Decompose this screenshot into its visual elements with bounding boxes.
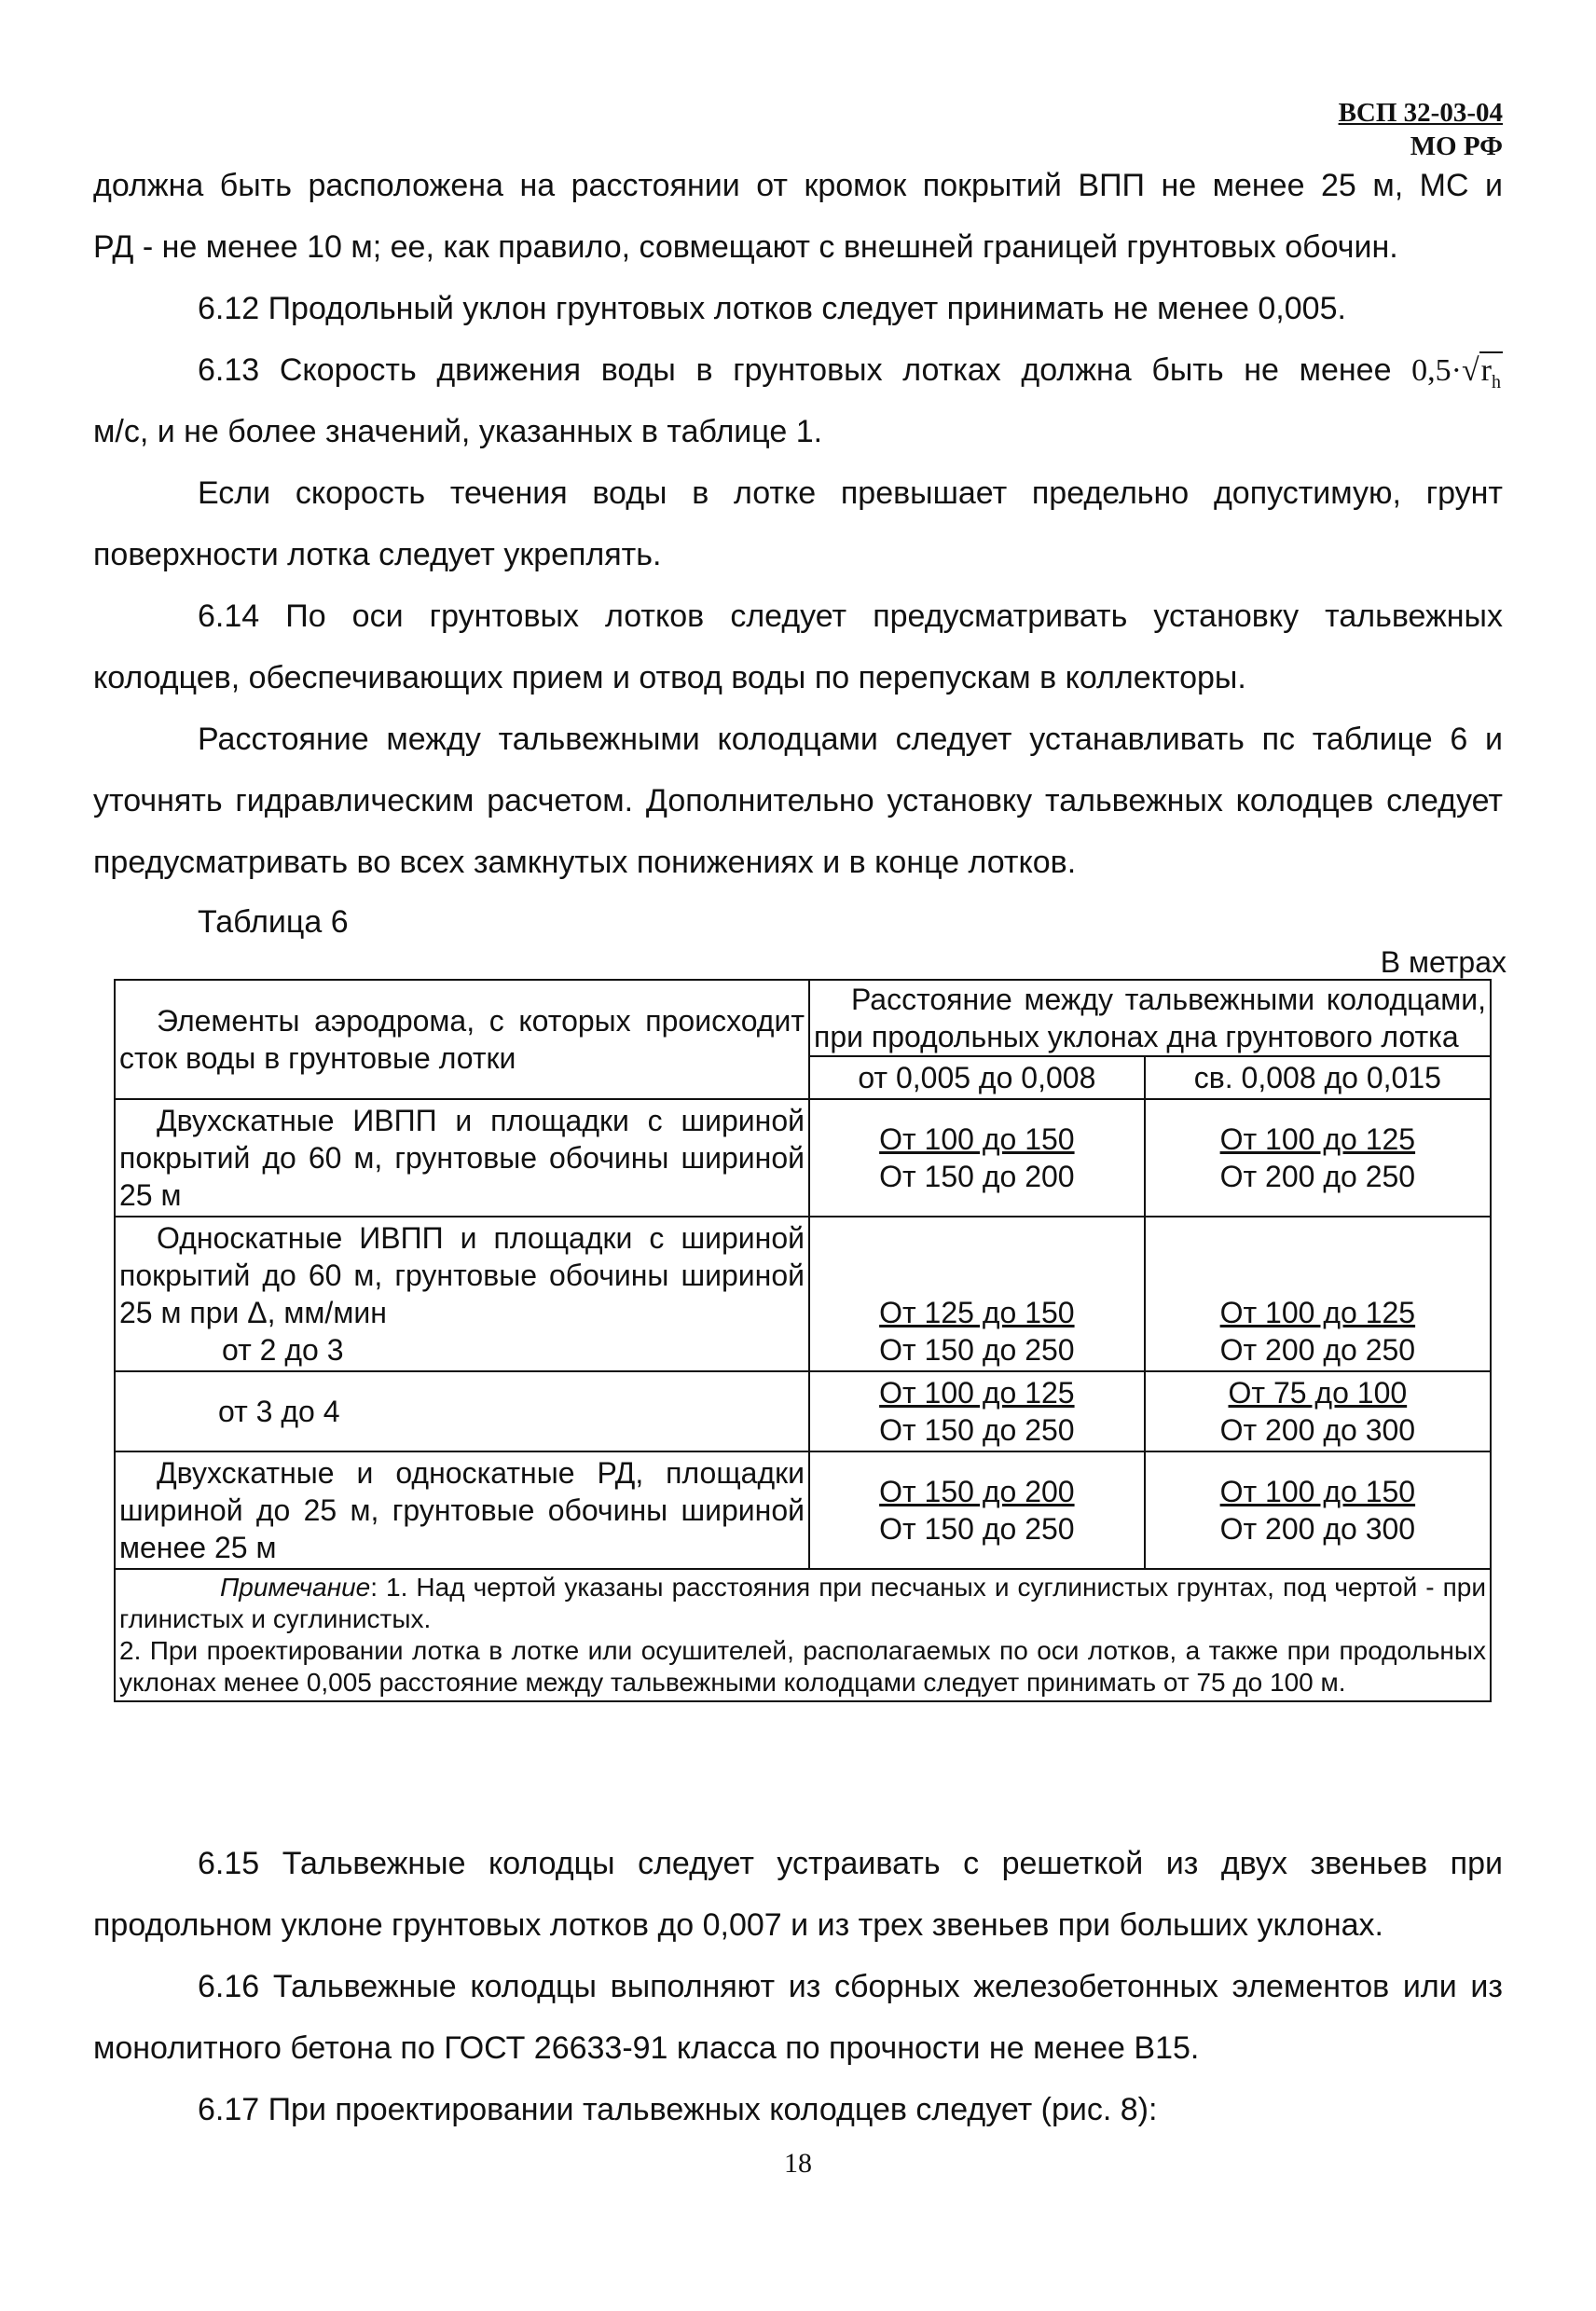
page-number: 18 (784, 2148, 812, 2179)
table-row (115, 1451, 1491, 1569)
table-cell: От 125 до 150 От 150 до 250 (809, 1217, 1145, 1371)
header-distance-cell: Расстояние между тальвежными колодцами, при продольных уклонах дна грунтового лотка (809, 980, 1491, 1056)
table-header-row (115, 980, 1491, 1056)
subheader-slope-2: св. 0,008 до 0,015 (1145, 1056, 1491, 1099)
table-cell: От 100 до 150 От 200 до 300 (1145, 1451, 1491, 1569)
paragraph-continuation-line2: РД - не менее 10 м; ее, как правило, совмещают с внешней границей грунтовых обочин. (93, 229, 1398, 265)
table-note (115, 1569, 1491, 1701)
header-elements-cell: Элементы аэродрома, с которых происходит сток воды в грунтовые лотки (115, 980, 809, 1099)
paragraph-6-13-line2: м/с, и не более значений, указанных в таблице 1. (93, 414, 823, 449)
table-6 (114, 979, 1492, 1702)
table-note-row (115, 1569, 1491, 1701)
paragraph-6-14: 6.14 По оси грунтовых лотков следует предусматривать установку тальвежных колодцев, обеспечивающих прием и отвод воды по перепускам в коллекторы. (93, 598, 1503, 695)
paragraph-6-17: 6.17 При проектировании тальвежных колодцев следует (рис. 8): (198, 2092, 1158, 2127)
paragraph-6-12: 6.12 Продольный уклон грунтовых лотков следует принимать не менее 0,005. (198, 291, 1346, 326)
note-1: : 1. Над чертой указаны расстояния при песчаных и суглинистых грунтах, под чертой - при глинистых и суглинистых. (119, 1573, 1486, 1633)
document-org: МО РФ (1410, 131, 1503, 161)
paragraph-speed-limit: Если скорость течения воды в лотке превышает предельно допустимую, грунт поверхности лотка следует укреплять. (93, 475, 1503, 572)
paragraph-continuation-line1: должна быть расположена на расстоянии от кромок покрытий ВПП не менее 25 м, МС и (93, 168, 1503, 203)
row-label: от 3 до 4 (115, 1371, 809, 1451)
table-cell: От 100 до 125 От 200 до 250 (1145, 1099, 1491, 1217)
paragraph-6-13-text: 6.13 Скорость движения воды в грунтовых лотках должна быть не менее (198, 352, 1392, 388)
table-cell: От 150 до 200 От 150 до 250 (809, 1451, 1145, 1569)
velocity-formula: $0,5\cdot√r_h$ (1411, 353, 1501, 392)
table-cell: От 100 до 125 От 200 до 250 (1145, 1217, 1491, 1371)
subheader-slope-1: от 0,005 до 0,008 (809, 1056, 1145, 1099)
table-unit: В метрах (1380, 945, 1507, 979)
table-row (115, 1217, 1491, 1371)
table-cell: От 100 до 125 От 150 до 250 (809, 1371, 1145, 1451)
note-2: 2. При проектировании лотка в лотке или осушителей, располагаемых по оси лотков, а также при продольных уклонах менее 0,005 расстояние между тальвежными колодцами следует принимать от 75 до 100 м. (119, 1636, 1486, 1697)
table-row (115, 1371, 1491, 1451)
paragraph-6-15: 6.15 Тальвежные колодцы следует устраивать с решеткой из двух звеньев при продольном уклоне грунтовых лотков до 0,007 и из трех звеньев при больших уклонах. (93, 1846, 1503, 1943)
row-label: Двухскатные и односкатные РД, площадки шириной до 25 м, грунтовые обочины шириной менее 25 м (115, 1451, 809, 1569)
table-cell: От 100 до 150 От 150 до 200 (809, 1099, 1145, 1217)
paragraph-well-distance: Расстояние между тальвежными колодцами следует устанавливать пс таблице 6 и уточнять гидравлическим расчетом. Дополнительно установку тальвежных колодцев следует предусматривать во всех замкнутых понижениях и в конце лотков. (93, 722, 1503, 880)
table-cell: От 75 до 100 От 200 до 300 (1145, 1371, 1491, 1451)
row-label: Двухскатные ИВПП и площадки с шириной покрытий до 60 м, грунтовые обочины шириной 25 м (115, 1099, 809, 1217)
table-caption: Таблица 6 (198, 904, 349, 940)
paragraph-6-16: 6.16 Тальвежные колодцы выполняют из сборных железобетонных элементов или из монолитного бетона по ГОСТ 26633-91 класса по прочности не менее В15. (93, 1969, 1503, 2066)
table-row (115, 1099, 1491, 1217)
row-label: Односкатные ИВПП и площадки с шириной покрытий до 60 м, грунтовые обочины шириной 25 м при Δ, мм/мин от 2 до 3 (115, 1217, 809, 1371)
note-label: Примечание (220, 1573, 371, 1602)
document-code: ВСП 32-03-04 (1338, 98, 1503, 128)
